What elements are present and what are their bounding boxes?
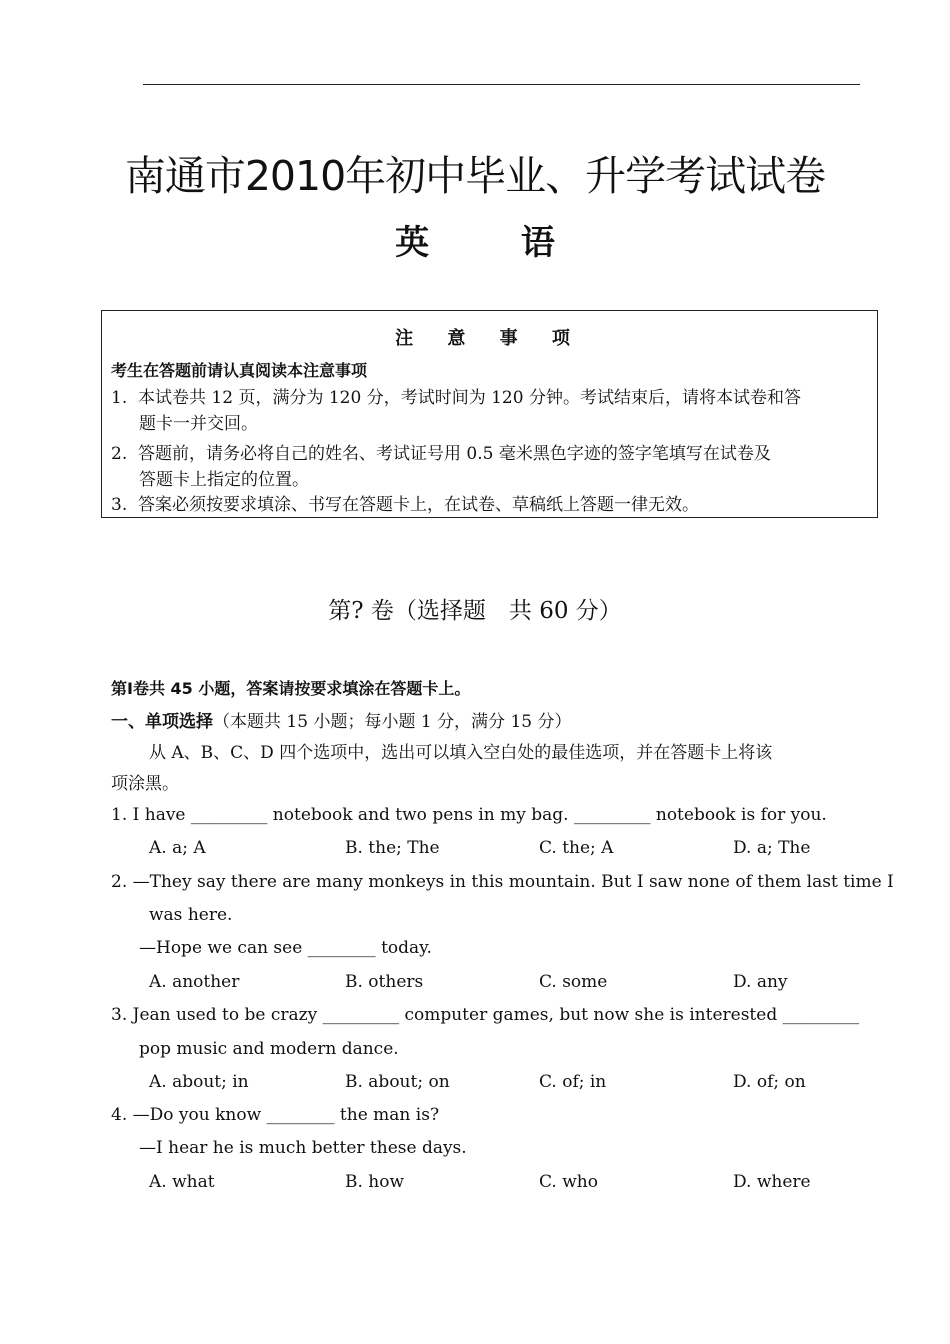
question-2-option-c: C. some (539, 972, 608, 992)
directions-line-2: 项涂黑。 (111, 774, 179, 794)
question-4-option-d: D. where (733, 1172, 811, 1192)
notice-title: 注 意 事 项 (395, 328, 584, 349)
notice-item-text: 答案必须按要求填涂、书写在答题卡上，在试卷、草稿纸上答题一律无效。 (138, 495, 699, 515)
notice-item-1 (111, 385, 869, 437)
question-3-option-b: B. about; on (345, 1072, 450, 1092)
directions-line-1: 从 A、B、C、D 四个选项中，选出可以填入空白处的最佳选项，并在答题卡上将该 (149, 743, 773, 763)
question-1-stem: 1. I have _________ notebook and two pens in my bag. _________ notebook is for you. (111, 805, 827, 825)
notice-item-continuation: 答题卡上指定的位置。 (139, 470, 309, 490)
question-4-option-b: B. how (345, 1172, 405, 1192)
part-heading-detail: （本题共 15 小题；每小题 1 分，满分 15 分） (213, 712, 572, 732)
notice-item-number: 2. (111, 444, 128, 464)
part-heading-label: 一、单项选择 (111, 712, 213, 732)
notice-item-text: 答题前，请务必将自己的姓名、考试证号用 0.5 毫米黑色字迹的签字笔填写在试卷及 (138, 444, 771, 464)
notice-lead: 考生在答题前请认真阅读本注意事项 (111, 361, 368, 380)
question-3-option-d: D. of; on (733, 1072, 806, 1092)
question-1-option-a: A. a; A (149, 838, 206, 858)
exam-title: 南通市2010年初中毕业、升学考试试卷 (124, 152, 826, 200)
notice-item-number: 3. (111, 495, 128, 515)
question-1-option-b: B. the; The (345, 838, 440, 858)
exam-subject: 英 语 (395, 223, 595, 263)
question-2-option-d: D. any (733, 972, 788, 992)
notice-item-number: 1. (111, 388, 128, 408)
question-3-stem-continuation: pop music and modern dance. (139, 1039, 399, 1059)
header-rule (143, 84, 860, 85)
question-4-stem: 4. —Do you know ________ the man is? (111, 1105, 440, 1125)
question-1-option-d: D. a; The (733, 838, 811, 858)
notice-item-continuation: 题卡一并交回。 (139, 414, 258, 434)
notice-item-text: 本试卷共 12 页，满分为 120 分，考试时间为 120 分钟。考试结束后，请将本试卷和答 (138, 388, 801, 408)
question-3-option-a: A. about; in (149, 1072, 249, 1092)
question-4-response: —I hear he is much better these days. (139, 1138, 467, 1158)
question-1-option-c: C. the; A (539, 838, 614, 858)
question-4-option-a: A. what (149, 1172, 215, 1192)
notice-item-2 (111, 441, 869, 493)
notice-box (101, 310, 878, 518)
notice-item-3 (111, 492, 869, 518)
question-2-stem-continuation: was here. (149, 905, 233, 925)
question-3-option-c: C. of; in (539, 1072, 607, 1092)
question-2-option-b: B. others (345, 972, 424, 992)
question-4-option-c: C. who (539, 1172, 598, 1192)
question-3-stem: 3. Jean used to be crazy _________ computer games, but now she is interested _________ (111, 1005, 860, 1025)
section-heading: 第? 卷（选择题 共 60 分） (328, 598, 622, 624)
part-heading (111, 707, 572, 732)
question-2-stem: 2. —They say there are many monkeys in this mountain. But I saw none of them last time I (111, 872, 894, 892)
part-instruction: 第Ⅰ卷共 45 小题，答案请按要求填涂在答题卡上。 (111, 679, 471, 698)
question-2-response: —Hope we can see ________ today. (139, 938, 432, 958)
question-2-option-a: A. another (149, 972, 240, 992)
